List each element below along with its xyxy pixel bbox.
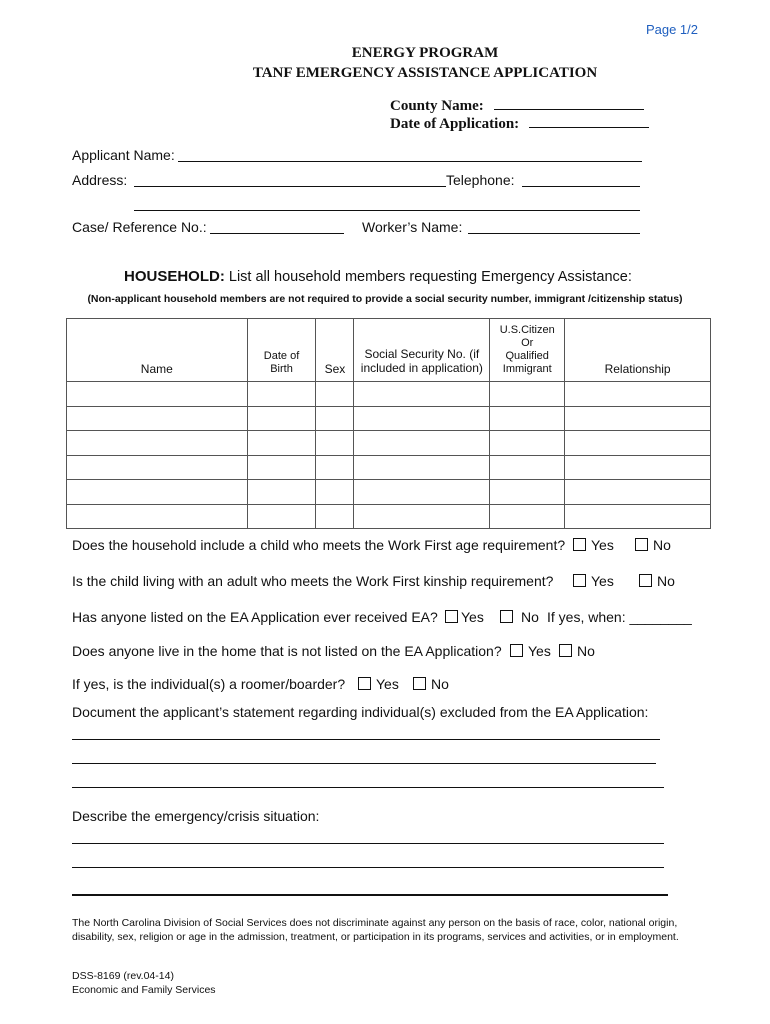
question-received-ea-yes[interactable] [445,609,484,625]
household-heading-label: HOUSEHOLD: [124,268,225,285]
col-ssn: Social Security No. (if included in application) [354,319,490,382]
statement-line-3[interactable] [72,787,664,788]
table-cell[interactable] [247,406,316,431]
col-relationship: Relationship [565,319,711,382]
case-reference-label: Case/ Reference No.: [72,219,207,235]
checkbox-icon[interactable] [639,574,652,587]
question-roomer-boarder-yes[interactable] [358,676,399,692]
emergency-label: Describe the emergency/crisis situation: [72,808,320,824]
case-reference-field[interactable] [210,233,344,234]
no-label: No [521,609,539,625]
table-cell[interactable] [67,406,248,431]
table-cell[interactable] [247,431,316,456]
table-cell[interactable] [490,480,565,505]
question-child-age-no[interactable] [635,537,671,553]
question-received-ea-when[interactable]: If yes, when: ________ [547,609,692,625]
emergency-line-2[interactable] [72,867,664,868]
yes-label: Yes [528,643,551,659]
table-cell[interactable] [565,382,711,407]
question-unlisted-resident-no[interactable] [559,643,595,659]
no-label: No [577,643,595,659]
statement-line-2[interactable] [72,763,656,764]
table-cell[interactable] [565,406,711,431]
yes-label: Yes [591,537,614,553]
table-row [67,504,711,529]
checkbox-icon[interactable] [358,677,371,690]
table-cell[interactable] [67,431,248,456]
table-cell[interactable] [354,480,490,505]
col-citizenship-line1: U.S.Citizen [499,324,555,336]
table-row [67,480,711,505]
question-received-ea-no[interactable] [500,609,539,625]
table-cell[interactable] [67,504,248,529]
table-row [67,431,711,456]
table-cell[interactable] [316,455,354,480]
checkbox-icon[interactable] [635,538,648,551]
table-cell[interactable] [316,431,354,456]
question-kinship-no[interactable] [639,573,675,589]
question-received-ea: Has anyone listed on the EA Application ever received EA? [72,609,438,625]
table-cell[interactable] [247,455,316,480]
emergency-line-3[interactable] [72,894,668,896]
household-heading-text: List all household members requesting Emergency Assistance: [228,269,632,285]
checkbox-icon[interactable] [559,644,572,657]
statement-label: Document the applicant’s statement regarding individual(s) excluded from the EA Application: [72,704,649,720]
question-roomer-boarder-no[interactable] [413,676,449,692]
table-cell[interactable] [565,455,711,480]
yes-label: Yes [591,573,614,589]
table-cell[interactable] [316,480,354,505]
col-date-of-birth-line2: Birth [270,363,293,375]
table-cell[interactable] [354,382,490,407]
household-table-body [67,382,711,529]
emergency-line-1[interactable] [72,843,664,844]
question-kinship-yes[interactable] [573,573,614,589]
statement-line-1[interactable] [72,739,660,740]
checkbox-icon[interactable] [573,574,586,587]
table-cell[interactable] [490,431,565,456]
table-cell[interactable] [354,406,490,431]
question-unlisted-resident: Does anyone live in the home that is not listed on the EA Application? [72,643,502,659]
col-name: Name [67,319,248,382]
no-label: No [653,537,671,553]
table-cell[interactable] [565,480,711,505]
no-label: No [431,676,449,692]
table-cell[interactable] [354,504,490,529]
yes-label: Yes [376,676,399,692]
workers-name-label: Worker’s Name: [362,219,463,235]
county-name-field[interactable] [494,95,644,110]
date-of-application-row [390,113,649,133]
telephone-label: Telephone: [446,172,515,188]
household-note: (Non-applicant household members are not required to provide a social security number, immigrant /citizenship status) [87,293,683,305]
household-table [66,318,711,529]
county-name-label: County Name: [390,98,484,114]
form-title-line2: TANF EMERGENCY ASSISTANCE APPLICATION [252,65,598,81]
col-citizenship-line2: Or [521,337,534,349]
question-unlisted-resident-yes[interactable] [510,643,551,659]
checkbox-icon[interactable] [573,538,586,551]
table-cell[interactable] [354,431,490,456]
nondiscrimination-statement: The North Carolina Division of Social Services does not discriminate against any person on the basis of race, color, national origin, disability, sex, religion or age in the admission, treatment, or participation in its programs, services and activities, or in employment. [72,917,679,943]
date-of-application-field[interactable] [529,113,649,128]
workers-name-field[interactable] [468,233,640,234]
question-child-age-yes[interactable] [573,537,614,553]
col-citizenship [490,319,565,382]
form-title-line1: ENERGY PROGRAM [351,45,499,61]
table-cell[interactable] [67,382,248,407]
county-name-row [390,95,644,115]
applicant-name-label: Applicant Name: [72,147,175,163]
table-row [67,406,711,431]
checkbox-icon[interactable] [413,677,426,690]
form-number: DSS-8169 (rev.04-14) [72,970,174,982]
division-name: Economic and Family Services [72,984,216,996]
household-table-header [67,319,711,382]
col-sex: Sex [316,319,354,382]
household-heading [124,268,632,285]
applicant-name-field[interactable] [178,161,642,162]
address-line2-field[interactable] [134,210,640,211]
question-roomer-boarder: If yes, is the individual(s) a roomer/boarder? [72,676,346,692]
table-row [67,455,711,480]
telephone-field[interactable] [522,186,640,187]
table-cell[interactable] [316,406,354,431]
table-cell[interactable] [67,480,248,505]
table-row [67,382,711,407]
table-cell[interactable] [490,406,565,431]
checkbox-icon[interactable] [500,610,513,623]
col-citizenship-line3: Qualified [505,350,549,362]
table-cell[interactable] [490,455,565,480]
table-cell[interactable] [565,504,711,529]
no-label: No [657,573,675,589]
date-of-application-label: Date of Application: [390,116,520,132]
checkbox-icon[interactable] [445,610,458,623]
table-cell[interactable] [247,480,316,505]
question-kinship: Is the child living with an adult who meets the Work First kinship requirement? [72,573,554,589]
page-number: Page 1/2 [645,22,698,37]
table-cell[interactable] [354,455,490,480]
address-field[interactable] [134,186,446,187]
checkbox-icon[interactable] [510,644,523,657]
table-cell[interactable] [316,504,354,529]
table-cell[interactable] [565,431,711,456]
table-cell[interactable] [247,504,316,529]
col-date-of-birth-line1: Date of [263,350,300,362]
table-cell[interactable] [247,382,316,407]
table-cell[interactable] [490,504,565,529]
col-citizenship-line4: Immigrant [502,363,552,375]
yes-label: Yes [461,609,484,625]
table-cell[interactable] [67,455,248,480]
address-label: Address: [72,172,128,188]
col-date-of-birth [247,319,316,382]
question-child-age: Does the household include a child who meets the Work First age requirement? [72,537,566,553]
table-cell[interactable] [316,382,354,407]
table-cell[interactable] [490,382,565,407]
